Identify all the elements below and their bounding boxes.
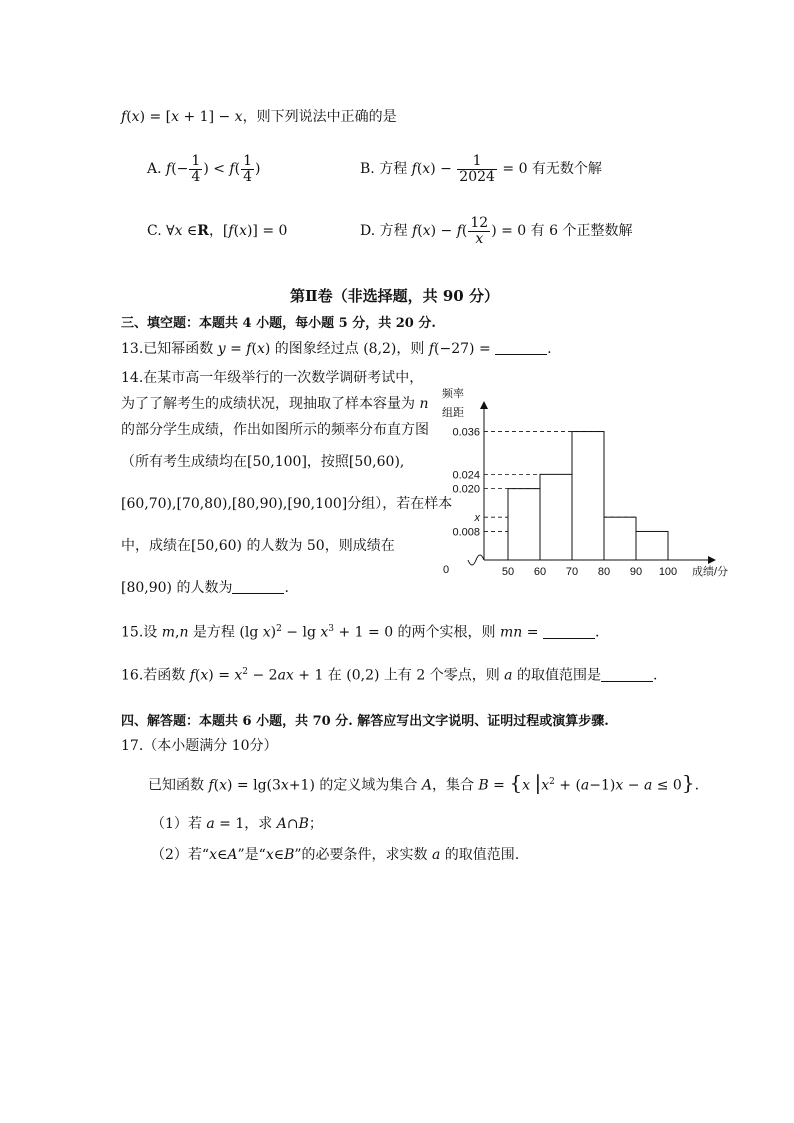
q17-header: 17.（本小题满分 10分） <box>121 738 278 754</box>
x-tick-label-1: 50 <box>501 566 515 578</box>
origin-label: 0 <box>443 564 450 576</box>
y-tick-label-2: 0.024 <box>452 469 480 482</box>
q12-option-c: C. ∀x ∈R，[f(x)] = 0 <box>147 223 288 239</box>
x-tick-label-2: 60 <box>533 566 547 578</box>
y-tick-label-3: 0.020 <box>452 483 480 496</box>
x-tick-label-6: 100 <box>658 566 678 578</box>
q14-line-1: 14.在某市高一年级举行的一次数学调研考试中， <box>121 370 424 386</box>
x-tick-label-3: 70 <box>565 566 579 578</box>
histogram-bar-5 <box>636 531 668 560</box>
q17-part-1: （1）若 a = 1，求 A∩B； <box>151 816 323 832</box>
q17-given: 已知函数 f(x) = lg(3x+1) 的定义域为集合 A，集合 B = {x $|x^2 + (a-1)x - a \le 0$}. <box>148 770 700 795</box>
x-tick-label-4: 80 <box>597 566 611 578</box>
q14-line-2: 为了了解考生的成绩状况，现抽取了样本容量为 n <box>121 396 429 412</box>
q15: 15.设 m,n 是方程 (lg $x)^2 - \lg x^3 + 1 = 0$ 的两个实根，则 mn = . <box>121 624 600 641</box>
q13: 13.已知幂函数 y = f(x) 的图象经过点 (8,2)，则 f(−27) = . <box>121 341 552 357</box>
q14-line-6: 中，成绩在[50,60) 的人数为 50，则成绩在 <box>121 538 395 554</box>
q12-option-a: A. f(− $\frac{1}{4}$ ) < f( $\frac{1}{4}$ ) <box>147 152 261 185</box>
section2-title: 第Ⅱ卷（非选择题，共 90 分） <box>290 287 499 305</box>
axis-break-mark <box>468 555 484 565</box>
x-tick-label-5: 90 <box>629 566 643 578</box>
q14-line-5: [60,70),[70,80),[80,90),[90,100]分组），若在样本 <box>121 496 453 512</box>
q14-line-7: [80,90) 的人数为 . <box>121 580 289 596</box>
y-axis-label-top: 频率 <box>442 388 464 400</box>
y-tick-label-1: 0.036 <box>452 426 480 439</box>
q12-stem: f(x) = [x + 1] − x，则下列说法中正确的是 <box>121 109 397 125</box>
y-tick-label-4: x <box>474 512 480 525</box>
q17-part-2: （2）若“x∈A”是“x∈B”的必要条件，求实数 a 的取值范围. <box>151 847 520 863</box>
solve-heading: 四、解答题：本题共 6 小题，共 70 分. 解答应写出文字说明、证明过程或演算步骤. <box>121 714 609 729</box>
q12-option-b: B. 方程 f(x) − $\frac{1}{2024}$ = 0 有无数个解 <box>360 152 602 185</box>
q14-line-3: 的部分学生成绩，作出如图所示的频率分布直方图 <box>121 422 429 438</box>
q12-option-d: D. 方程 f(x) − f( $\frac{12}{x}$ ) = 0 有 6 个正整数解 <box>360 214 633 247</box>
y-tick-label-5: 0.008 <box>452 526 480 539</box>
histogram-bar-4 <box>604 517 636 560</box>
histogram-bar-2 <box>540 474 572 560</box>
q14-line-4: （所有考生成绩均在[50,100]，按照[50,60), <box>121 454 405 470</box>
frequency-histogram <box>434 385 744 585</box>
q16: 16.若函数 $f(x) = x^2 - 2ax + 1$ 在 (0,2) 上有 2 个零点，则 a 的取值范围是 . <box>121 667 658 684</box>
fill-heading: 三、填空题：本题共 4 小题，每小题 5 分，共 20 分. <box>121 316 436 331</box>
histogram-bar-3 <box>572 432 604 560</box>
histogram-bar-1 <box>508 489 540 560</box>
x-axis-label: 成绩/分 <box>692 566 729 578</box>
y-axis-label-bottom: 组距 <box>442 407 464 419</box>
